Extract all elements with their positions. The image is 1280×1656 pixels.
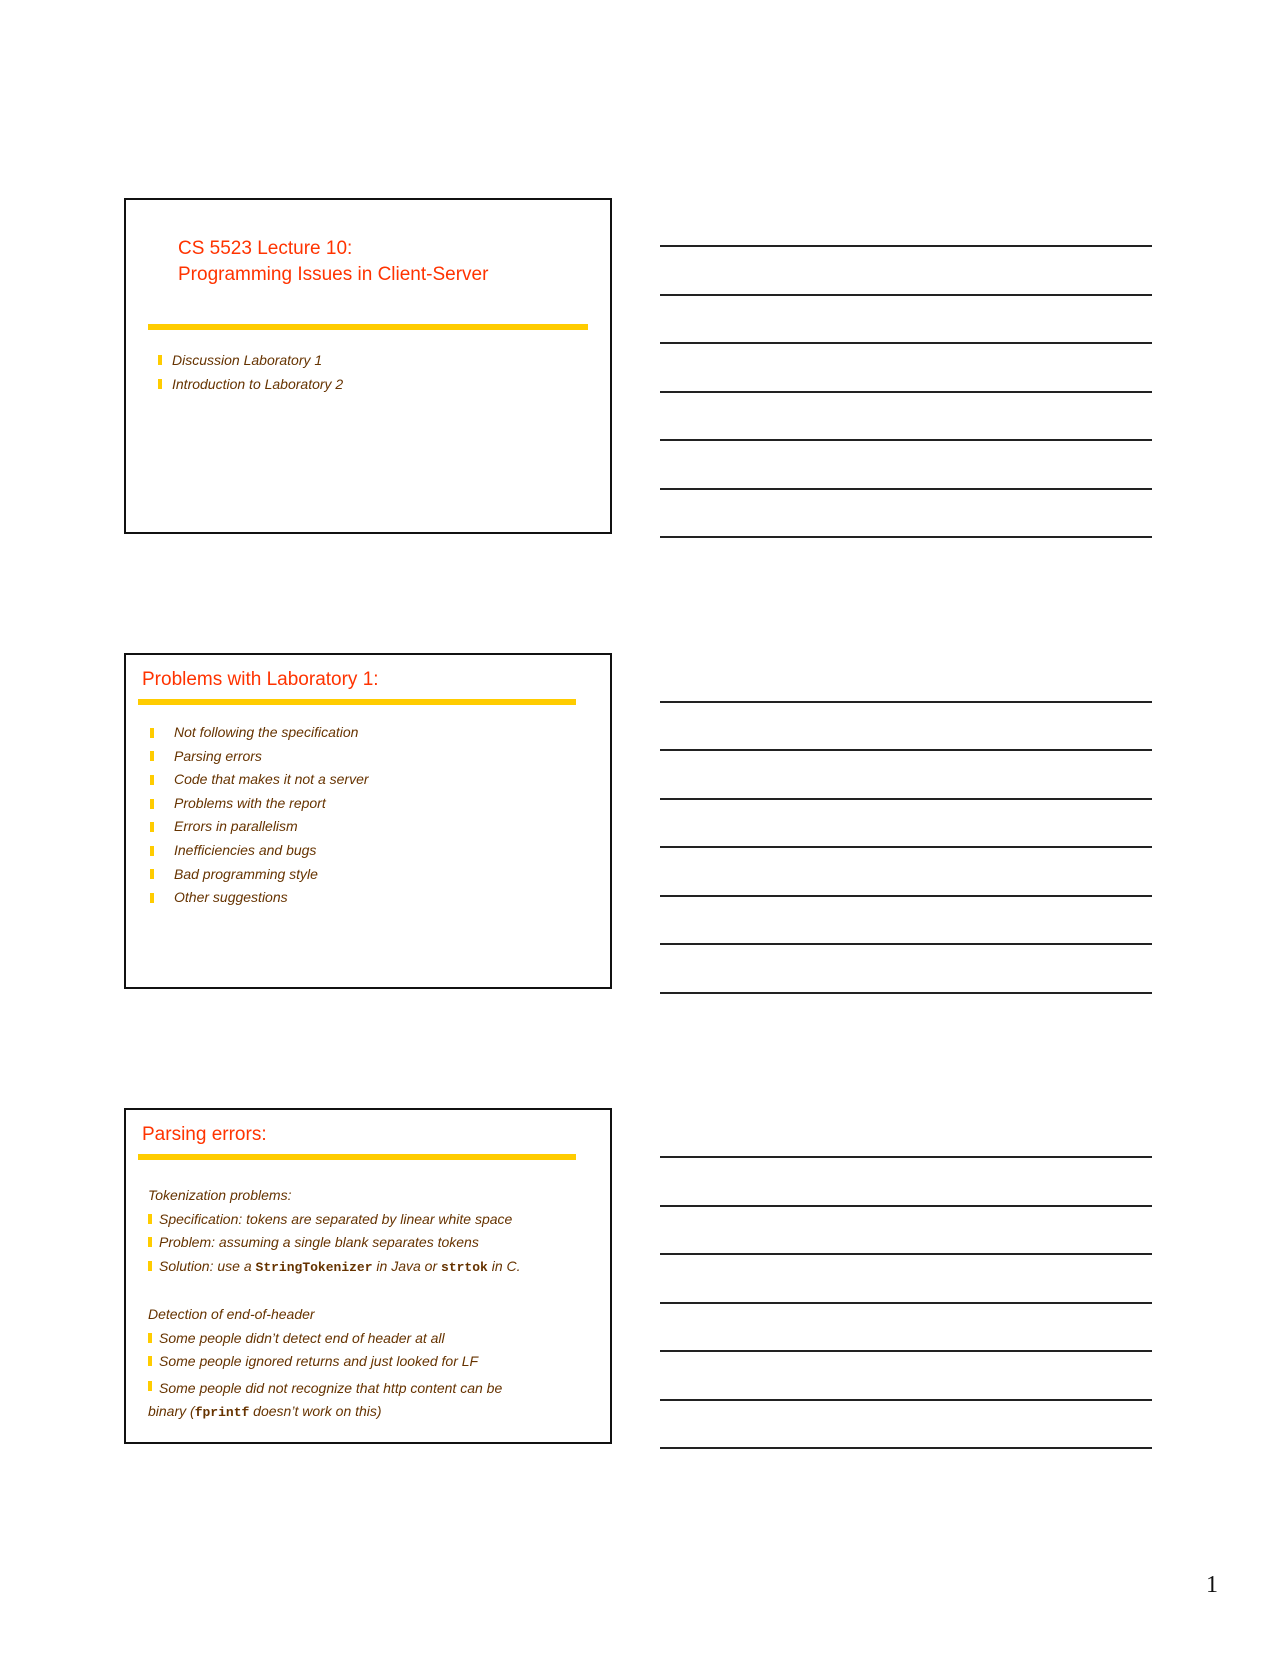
tokenization-heading: Tokenization problems: bbox=[148, 1187, 292, 1203]
slide-1 bbox=[124, 198, 612, 534]
list-item: Inefficiencies and bugs bbox=[148, 839, 369, 863]
bullet-icon bbox=[150, 822, 154, 832]
bullet-icon bbox=[150, 799, 154, 809]
code-stringtokenizer: StringTokenizer bbox=[255, 1259, 373, 1275]
list-item: Some people did not recognize that http content can be binary (fprintf doesn’t work on this) bbox=[148, 1379, 503, 1420]
list-item: Discussion Laboratory 1 bbox=[158, 348, 343, 372]
note-line bbox=[660, 536, 1152, 538]
list-item: Not following the specification bbox=[148, 721, 369, 745]
bullet-icon bbox=[150, 893, 154, 903]
note-line bbox=[660, 1156, 1152, 1158]
code-fprintf: fprintf bbox=[194, 1405, 250, 1420]
list-item: Some people didn’t detect end of header at all bbox=[148, 1327, 588, 1351]
bullet-icon bbox=[148, 1333, 152, 1343]
bullet-icon bbox=[150, 728, 154, 738]
list-item: Bad programming style bbox=[148, 863, 369, 887]
list-item: Specification: tokens are separated by linear white space bbox=[148, 1208, 588, 1232]
slide-2-bullet-list bbox=[148, 721, 369, 910]
end-of-header-list bbox=[148, 1327, 588, 1425]
note-line bbox=[660, 701, 1152, 703]
spacer bbox=[148, 1279, 588, 1303]
note-line bbox=[660, 1253, 1152, 1255]
note-line bbox=[660, 846, 1152, 848]
bullet-icon bbox=[148, 1381, 152, 1391]
bullet-icon bbox=[148, 1356, 152, 1366]
bullet-icon bbox=[148, 1214, 152, 1224]
note-line bbox=[660, 391, 1152, 393]
tokenization-list bbox=[148, 1208, 588, 1280]
note-line bbox=[660, 294, 1152, 296]
list-item: Some people ignored returns and just looked for LF bbox=[148, 1350, 588, 1374]
slide-1-title-line-1: CS 5523 Lecture 10: bbox=[178, 238, 353, 259]
title-underline-bar bbox=[148, 324, 588, 330]
slide-1-title bbox=[178, 236, 488, 288]
note-line bbox=[660, 342, 1152, 344]
code-strtok: strtok bbox=[441, 1259, 488, 1275]
slide-3-content bbox=[148, 1184, 588, 1425]
list-item: Code that makes it not a server bbox=[148, 768, 369, 792]
note-line bbox=[660, 895, 1152, 897]
note-line bbox=[660, 1205, 1152, 1207]
end-of-header-heading: Detection of end-of-header bbox=[148, 1306, 315, 1322]
bullet-icon bbox=[150, 751, 154, 761]
note-line bbox=[660, 439, 1152, 441]
note-line bbox=[660, 992, 1152, 994]
title-underline-bar bbox=[138, 1154, 576, 1160]
list-item: Problems with the report bbox=[148, 792, 369, 816]
note-line bbox=[660, 798, 1152, 800]
list-item: Parsing errors bbox=[148, 745, 369, 769]
slide-3 bbox=[124, 1108, 612, 1444]
note-line bbox=[660, 1399, 1152, 1401]
bullet-icon bbox=[158, 355, 162, 365]
slide-2-title: Problems with Laboratory 1: bbox=[142, 669, 379, 690]
bullet-icon bbox=[148, 1237, 152, 1247]
note-line bbox=[660, 488, 1152, 490]
list-item: Problem: assuming a single blank separates tokens bbox=[148, 1231, 588, 1255]
bullet-icon bbox=[158, 379, 162, 389]
slide-2 bbox=[124, 653, 612, 989]
page-number: 1 bbox=[1206, 1572, 1218, 1598]
note-line bbox=[660, 749, 1152, 751]
note-line bbox=[660, 1447, 1152, 1449]
bullet-icon bbox=[150, 775, 154, 785]
bullet-icon bbox=[150, 846, 154, 856]
list-item: Introduction to Laboratory 2 bbox=[158, 372, 343, 396]
list-item: Errors in parallelism bbox=[148, 815, 369, 839]
bullet-icon bbox=[148, 1261, 152, 1271]
note-line bbox=[660, 943, 1152, 945]
note-line bbox=[660, 1350, 1152, 1352]
slide-1-bullet-list bbox=[158, 348, 343, 396]
note-line bbox=[660, 245, 1152, 247]
list-item: Other suggestions bbox=[148, 886, 369, 910]
note-line bbox=[660, 1302, 1152, 1304]
slide-3-title: Parsing errors: bbox=[142, 1124, 267, 1145]
title-underline-bar bbox=[138, 699, 576, 705]
bullet-icon bbox=[150, 869, 154, 879]
slide-1-title-line-2: Programming Issues in Client-Server bbox=[178, 264, 489, 285]
list-item: Solution: use a StringTokenizer in Java or strtok in C. bbox=[148, 1255, 588, 1280]
